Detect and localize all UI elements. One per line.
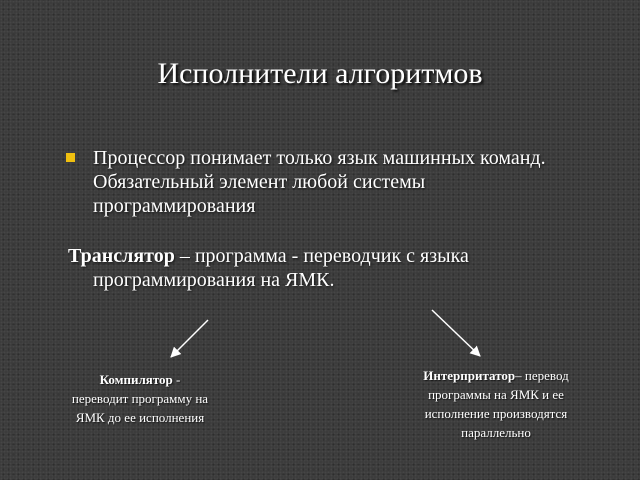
compiler-note: [52, 370, 228, 427]
translator-line-2: программирования на ЯМК.: [93, 269, 335, 291]
compiler-line-2: переводит программу на: [71, 391, 209, 406]
translator-term: Транслятор: [68, 245, 175, 267]
slide-title: Исполнители алгоритмов: [157, 57, 483, 90]
interpreter-text: – перевод: [515, 368, 569, 383]
translator-text: – программа - переводчик с языка: [174, 245, 469, 267]
interpreter-term: Интерпритатор: [423, 368, 516, 383]
interpreter-note: [398, 366, 594, 442]
interpreter-line-4: параллельно: [461, 425, 531, 440]
bullet-line-3: программирования: [93, 195, 256, 217]
bullet-line-1: Процессор понимает только язык машинных команд.: [93, 147, 546, 169]
interpreter-line-3: исполнение производятся: [424, 406, 568, 421]
bullet-line-2: Обязательный элемент любой системы: [93, 171, 426, 193]
arrow-left: [171, 320, 208, 357]
compiler-dash: -: [172, 372, 181, 387]
arrow-right: [432, 310, 480, 356]
compiler-line-3: ЯМК до ее исполнения: [75, 410, 205, 425]
interpreter-line-2: программы на ЯМК и ее: [428, 387, 564, 402]
compiler-term: Компилятор: [99, 372, 173, 387]
